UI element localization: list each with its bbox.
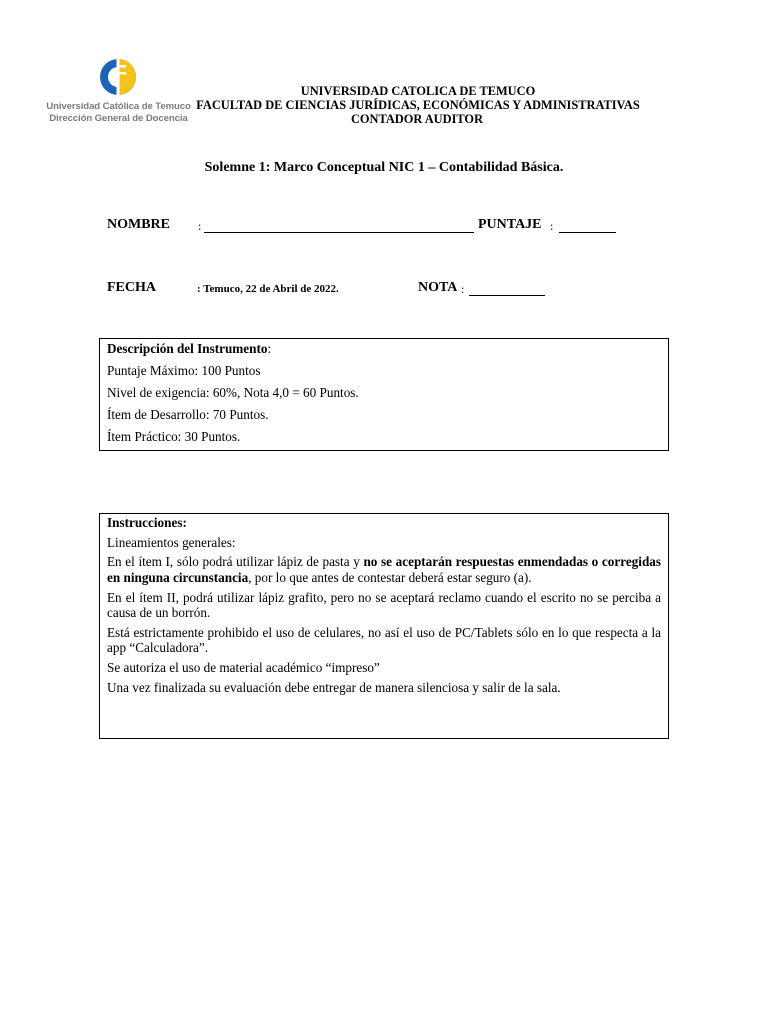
instructions-heading: Instrucciones: [107, 515, 187, 530]
fecha-label: FECHA [107, 280, 156, 295]
description-line: Puntaje Máximo: 100 Puntos [107, 362, 261, 378]
description-colon: : [267, 341, 272, 356]
puntaje-colon: : [550, 219, 554, 233]
header-faculty: FACULTAD DE CIENCIAS JURÍDICAS, ECONÓMICAS Y ADMINISTRATIVAS [196, 98, 640, 112]
exam-title: Solemne 1: Marco Conceptual NIC 1 – Contabilidad Básica. [204, 160, 564, 175]
instruction-item-5: Una vez finalizada su evaluación debe entregar de manera silenciosa y salir de la sala. [107, 679, 561, 695]
instruction-item-4: Se autoriza el uso de material académico “impreso” [107, 659, 380, 675]
logo-department-name: Dirección General de Docencia [49, 113, 188, 124]
instruction-item-1 [107, 554, 661, 585]
header-university: UNIVERSIDAD CATOLICA DE TEMUCO [300, 84, 536, 98]
nombre-field[interactable] [204, 220, 474, 233]
nota-colon: : [461, 282, 465, 296]
fecha-value: : Temuco, 22 de Abril de 2022. [197, 283, 339, 295]
instruction-item-1-text: En el ítem I, sólo podrá utilizar lápiz de pasta y [107, 554, 364, 570]
logo-university-name: Universidad Católica de Temuco [46, 101, 191, 112]
instruction-item-1-emphasis: no se aceptarán respuestas enmendadas o corregidas en ninguna circunstancia [107, 554, 661, 585]
puntaje-field[interactable] [559, 220, 616, 233]
nombre-label: NOMBRE [107, 217, 170, 232]
nota-label: NOTA [418, 280, 458, 295]
description-line: Nivel de exigencia: 60%, Nota 4,0 = 60 Puntos. [107, 384, 359, 400]
description-heading-line [107, 341, 661, 357]
instructions-box [99, 513, 669, 739]
instructions-general: Lineamientos generales: [107, 534, 236, 550]
instrument-description-box [99, 338, 669, 451]
instruction-item-2: En el ítem II, podrá utilizar lápiz grafito, pero no se aceptará reclamo cuando el escrito no se perciba a causa de un borrón. [107, 589, 661, 621]
nombre-colon: : [198, 219, 202, 233]
nota-field[interactable] [469, 283, 545, 296]
puntaje-label: PUNTAJE [478, 217, 542, 232]
instruction-item-1-text-end: , por lo que antes de contestar deberá estar seguro (a). [248, 569, 532, 585]
description-heading: Descripción del Instrumento [107, 341, 268, 356]
instruction-item-3: Está estrictamente prohibido el uso de celulares, no así el uso de PC/Tablets sólo en lo que respecta a la app “Calculadora”. [107, 624, 661, 656]
header-program: CONTADOR AUDITOR [350, 112, 484, 126]
description-line: Ítem de Desarrollo: 70 Puntos. [107, 406, 269, 422]
description-line: Ítem Práctico: 30 Puntos. [107, 428, 241, 444]
